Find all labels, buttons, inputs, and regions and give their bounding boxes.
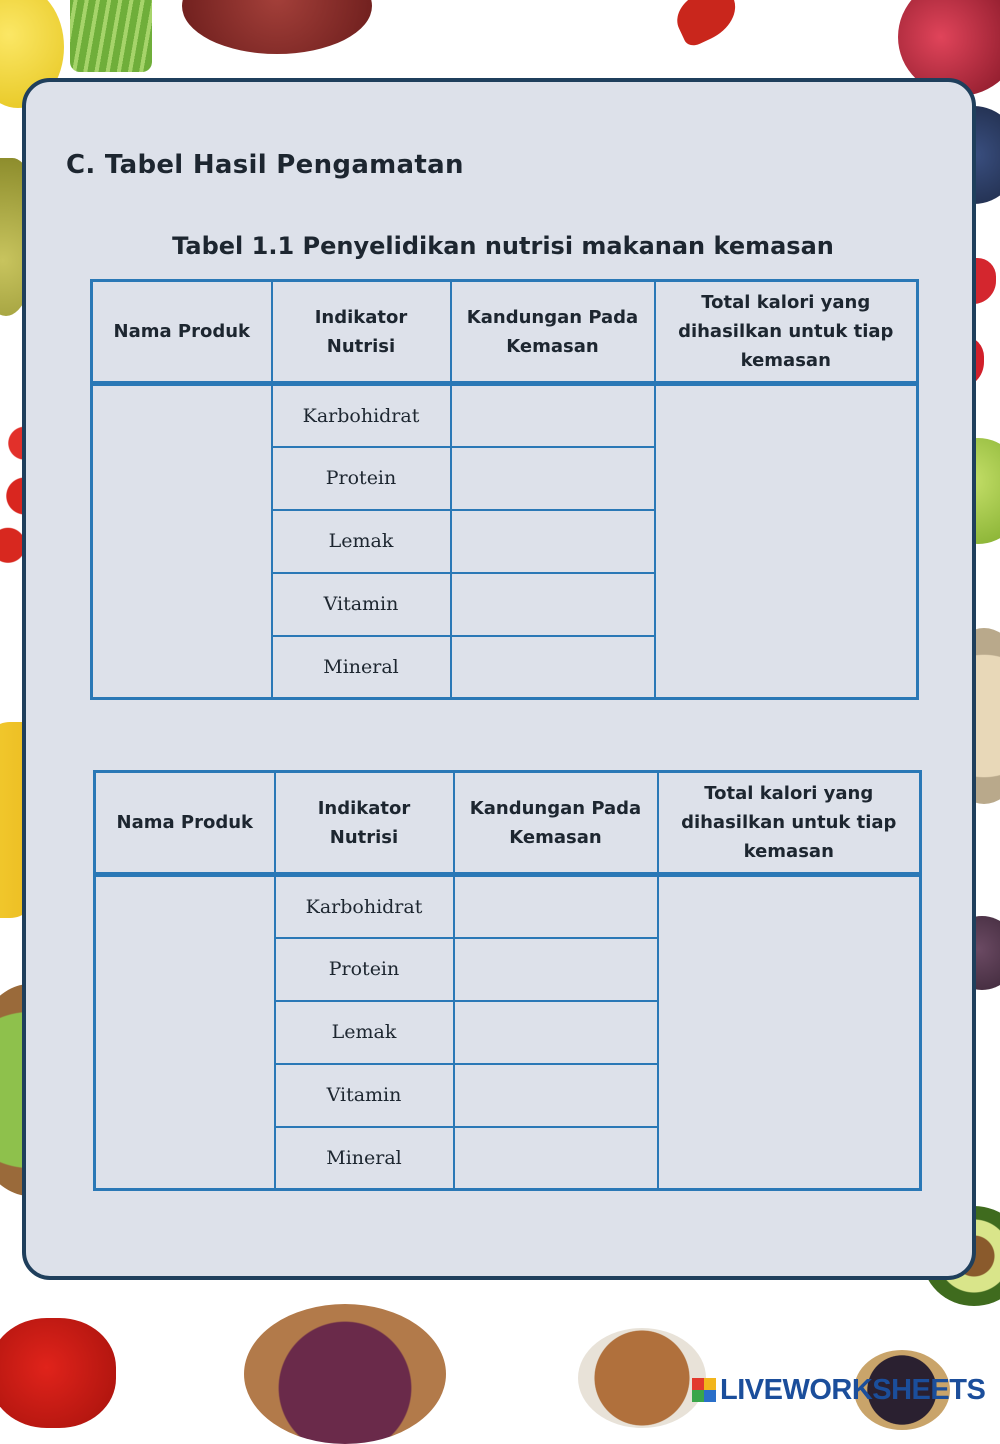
table-caption: Tabel 1.1 Penyelidikan nutrisi makanan kemasan <box>172 232 834 260</box>
header-indikator-nutrisi: Indikator Nutrisi <box>272 281 451 384</box>
content-input-cell[interactable] <box>451 636 655 699</box>
indicator-protein: Protein <box>272 447 451 510</box>
header-total-kalori: Total kalori yang dihasilkan untuk tiap kemasan <box>658 772 921 875</box>
table-header-row <box>95 772 921 875</box>
green-beans-decoration <box>70 0 152 72</box>
header-kandungan: Kandungan Pada Kemasan <box>451 281 655 384</box>
table-row <box>92 384 918 447</box>
content-input-vitamin[interactable] <box>458 574 648 635</box>
indicator-vitamin: Vitamin <box>275 1064 454 1127</box>
content-input-lemak[interactable] <box>461 1002 651 1063</box>
content-input-cell[interactable] <box>454 1127 658 1190</box>
table-header-row <box>92 281 918 384</box>
content-input-cell[interactable] <box>454 1064 658 1127</box>
indicator-lemak: Lemak <box>272 510 451 573</box>
content-input-lemak[interactable] <box>458 511 648 572</box>
indicator-vitamin: Vitamin <box>272 573 451 636</box>
content-input-cell[interactable] <box>451 384 655 447</box>
content-input-protein[interactable] <box>458 448 648 509</box>
plums-figs-bowl-decoration <box>244 1304 446 1444</box>
indicator-mineral: Mineral <box>275 1127 454 1190</box>
section-title: C. Tabel Hasil Pengamatan <box>66 150 464 180</box>
content-input-cell[interactable] <box>454 1001 658 1064</box>
indicator-karbohidrat: Karbohidrat <box>272 384 451 447</box>
header-total-kalori: Total kalori yang dihasilkan untuk tiap kemasan <box>655 281 918 384</box>
almonds-bowl-decoration <box>578 1328 706 1428</box>
content-input-vitamin[interactable] <box>461 1065 651 1126</box>
chili-pepper-decoration <box>669 0 745 49</box>
content-input-cell[interactable] <box>451 510 655 573</box>
header-nama-produk: Nama Produk <box>92 281 272 384</box>
product-name-input[interactable] <box>99 386 265 697</box>
indicator-karbohidrat: Karbohidrat <box>275 875 454 938</box>
total-calorie-input-cell[interactable] <box>658 875 921 1190</box>
nutrition-table-2 <box>93 770 922 1191</box>
header-kandungan: Kandungan Pada Kemasan <box>454 772 658 875</box>
total-calorie-input[interactable] <box>662 386 911 697</box>
liveworksheets-watermark[interactable] <box>692 1372 985 1408</box>
nutrition-table-1 <box>90 279 919 700</box>
header-indikator-nutrisi: Indikator Nutrisi <box>275 772 454 875</box>
total-calorie-input-cell[interactable] <box>655 384 918 699</box>
product-name-input-cell[interactable] <box>95 875 275 1190</box>
table-row <box>95 875 921 938</box>
steak-decoration <box>182 0 372 54</box>
liveworksheets-logo-icon <box>692 1378 716 1402</box>
content-input-protein[interactable] <box>461 939 651 1000</box>
indicator-protein: Protein <box>275 938 454 1001</box>
red-bell-pepper-decoration <box>0 1318 116 1428</box>
watermark-text: LIVEWORKSHEETS <box>720 1373 986 1406</box>
indicator-mineral: Mineral <box>272 636 451 699</box>
content-input-cell[interactable] <box>451 573 655 636</box>
content-input-cell[interactable] <box>454 875 658 938</box>
content-input-karbohidrat[interactable] <box>458 386 648 446</box>
content-input-karbohidrat[interactable] <box>461 877 651 937</box>
indicator-lemak: Lemak <box>275 1001 454 1064</box>
total-calorie-input[interactable] <box>665 877 914 1188</box>
content-input-mineral[interactable] <box>461 1128 651 1189</box>
content-input-cell[interactable] <box>451 447 655 510</box>
content-input-cell[interactable] <box>454 938 658 1001</box>
product-name-input[interactable] <box>102 877 268 1188</box>
header-nama-produk: Nama Produk <box>95 772 275 875</box>
product-name-input-cell[interactable] <box>92 384 272 699</box>
content-input-mineral[interactable] <box>458 637 648 698</box>
